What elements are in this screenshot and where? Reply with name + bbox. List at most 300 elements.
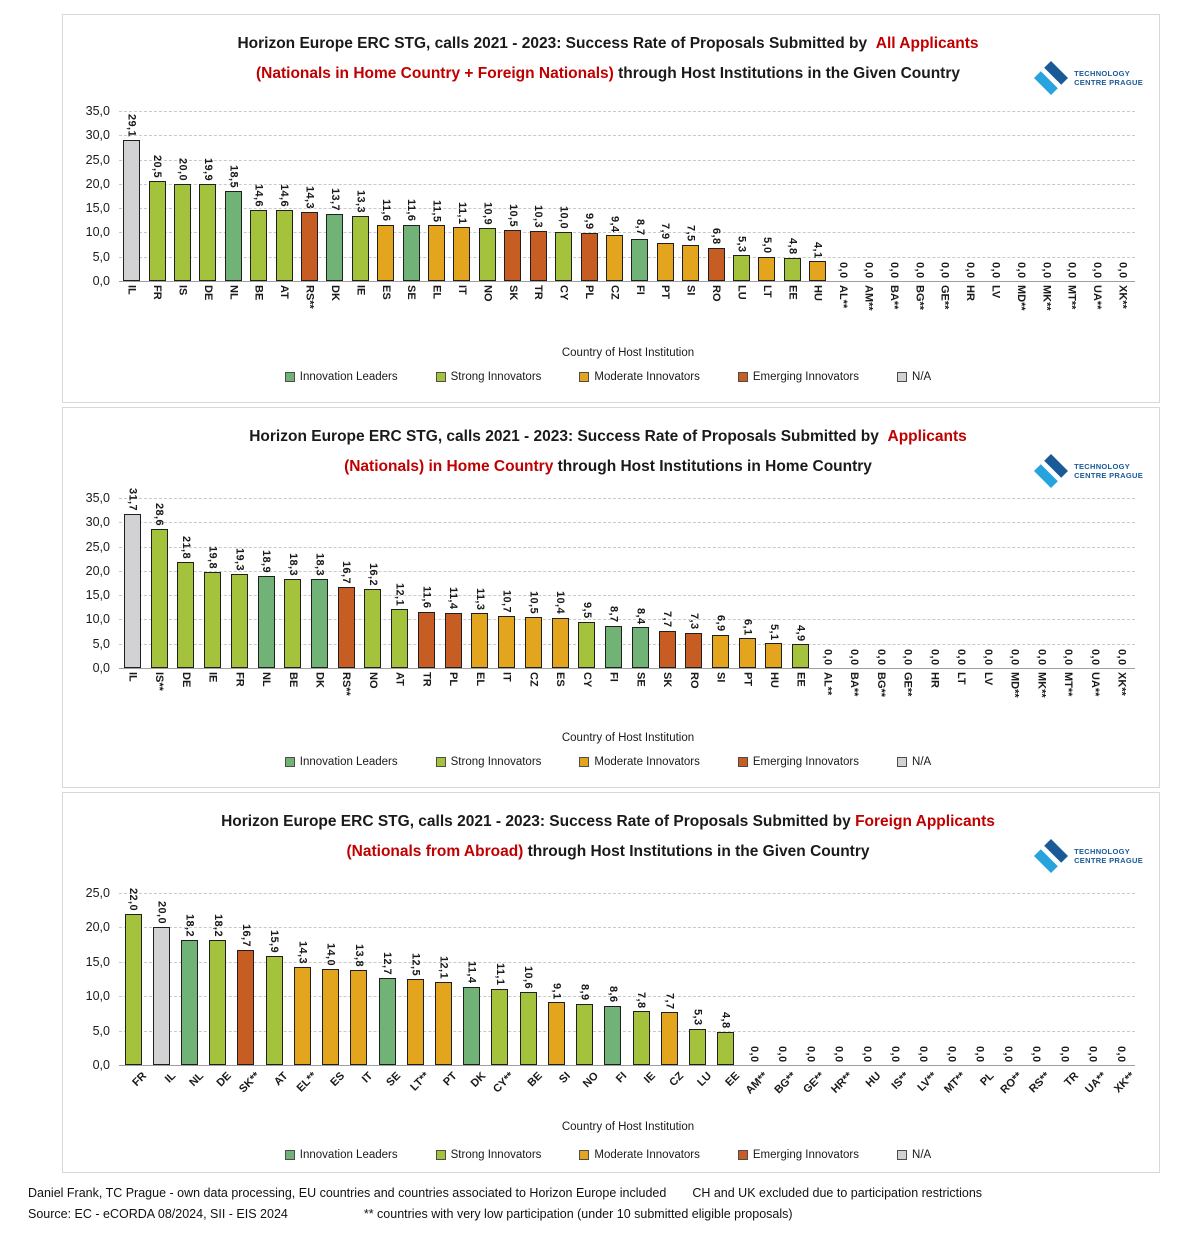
x-tick-label: LV** bbox=[915, 1070, 940, 1094]
legend-item-leader bbox=[285, 756, 398, 768]
x-tick-label: EE bbox=[794, 672, 807, 687]
legend-swatch-na bbox=[897, 1150, 907, 1160]
bar-FI bbox=[605, 626, 622, 668]
legend-label: Innovation Leaders bbox=[299, 371, 398, 383]
bar-NL bbox=[225, 191, 242, 281]
legend-item-na bbox=[897, 371, 931, 383]
bar-value-label: 20,5 bbox=[151, 155, 164, 179]
bar-value-label: 0,0 bbox=[1065, 261, 1078, 278]
bar-FR bbox=[231, 574, 248, 668]
bar-value-label: 12,7 bbox=[381, 951, 394, 975]
bar-value-label: 8,4 bbox=[634, 607, 647, 625]
bar-value-label: 5,1 bbox=[767, 623, 780, 641]
bar-value-label: 11,5 bbox=[430, 199, 443, 223]
x-tick-SE bbox=[627, 668, 654, 728]
x-tick-MK** bbox=[1028, 668, 1055, 728]
bar-CY bbox=[555, 232, 572, 281]
x-tick-PL bbox=[440, 668, 467, 728]
bar-slot-XK** bbox=[1108, 498, 1135, 668]
plot-area bbox=[119, 887, 1135, 1065]
bar-slot-EL bbox=[467, 498, 494, 668]
legend-item-strong bbox=[436, 371, 542, 383]
x-tick-label: FR bbox=[130, 1070, 150, 1089]
bar-slot-HU bbox=[761, 498, 788, 668]
bar-value-label: 18,3 bbox=[286, 553, 299, 577]
bar-value-label: 0,0 bbox=[981, 648, 994, 665]
x-tick-label: DE bbox=[214, 1070, 235, 1090]
x-tick-RO** bbox=[994, 1065, 1025, 1117]
title-line2-black: through Host Institutions in the Given Country bbox=[523, 843, 870, 860]
bar-AT bbox=[266, 956, 283, 1065]
legend-item-moderate bbox=[579, 756, 699, 768]
x-tick-label: SE bbox=[384, 1070, 404, 1089]
bar-value-label: 0,0 bbox=[821, 648, 834, 665]
x-tick-label: MD** bbox=[1014, 285, 1027, 311]
bar-IT bbox=[498, 616, 515, 668]
bar-slot-BG** bbox=[768, 893, 796, 1065]
bar-RS** bbox=[338, 587, 355, 668]
bar-value-label: 10,4 bbox=[554, 591, 567, 615]
bar-slot-DK bbox=[306, 498, 333, 668]
x-tick-label: SK bbox=[506, 285, 519, 301]
x-tick-label: IL bbox=[126, 672, 139, 682]
x-tick-SK** bbox=[232, 1065, 263, 1117]
tc-prague-logo bbox=[1034, 61, 1143, 95]
bar-value-label: 18,2 bbox=[183, 913, 196, 937]
bar-value-label: 5,3 bbox=[735, 235, 748, 253]
x-tick-label: MK** bbox=[1040, 285, 1053, 311]
bar-value-label: 13,7 bbox=[328, 188, 341, 212]
y-tick-label: 15,0 bbox=[85, 954, 110, 969]
legend-label: Strong Innovators bbox=[450, 756, 542, 768]
bar-slot-AT bbox=[260, 893, 288, 1065]
bar-value-label: 0,0 bbox=[964, 261, 977, 278]
bar-LT** bbox=[407, 979, 424, 1065]
x-tick-GE** bbox=[796, 1065, 827, 1117]
bar-value-label: 11,4 bbox=[447, 587, 460, 610]
legend-swatch-strong bbox=[436, 757, 446, 767]
x-tick-label: IE bbox=[354, 285, 367, 296]
bar-slot-IS bbox=[170, 111, 195, 281]
bar-value-label: 20,0 bbox=[155, 901, 168, 925]
bar-slot-NL bbox=[175, 893, 203, 1065]
x-tick-UA** bbox=[1078, 1065, 1110, 1117]
bar-SK** bbox=[237, 950, 254, 1065]
x-tick-XK** bbox=[1108, 668, 1135, 728]
legend-item-moderate bbox=[579, 371, 699, 383]
x-tick-MT** bbox=[937, 1065, 968, 1117]
x-tick-AT bbox=[260, 1065, 291, 1117]
legend-item-leader bbox=[285, 371, 398, 383]
x-tick-label: IS** bbox=[153, 672, 166, 691]
x-tick-label: MD** bbox=[1008, 672, 1021, 698]
bar-slot-RS** bbox=[297, 111, 322, 281]
bar-slot-IT bbox=[345, 893, 373, 1065]
bar-slot-MT** bbox=[1055, 498, 1082, 668]
bar-value-label: 0,0 bbox=[1115, 648, 1128, 665]
x-tick-BA** bbox=[881, 281, 906, 343]
bar-value-label: 0,0 bbox=[1091, 261, 1104, 278]
bar-slot-LU bbox=[683, 893, 711, 1065]
bar-EL bbox=[471, 613, 488, 668]
bar-slot-NO bbox=[571, 893, 599, 1065]
y-tick-label: 0,0 bbox=[92, 661, 110, 675]
y-tick-label: 10,0 bbox=[85, 612, 110, 627]
bar-value-label: 10,5 bbox=[527, 590, 540, 614]
bar-DE bbox=[177, 562, 194, 668]
y-tick-label: 5,0 bbox=[92, 1023, 110, 1038]
tc-prague-logo-icon bbox=[1034, 839, 1068, 873]
bar-slot-PT bbox=[734, 498, 761, 668]
logo-text-line2: CENTRE PRAGUE bbox=[1074, 856, 1143, 865]
x-tick-AT bbox=[271, 281, 296, 343]
bar-value-label: 10,3 bbox=[532, 204, 545, 228]
x-tick-AM** bbox=[740, 1065, 771, 1117]
legend-label: Moderate Innovators bbox=[594, 756, 700, 768]
x-tick-DE bbox=[195, 281, 220, 343]
y-tick-label: 0,0 bbox=[92, 274, 110, 288]
chart-panel-all-applicants bbox=[62, 14, 1160, 403]
title-line1-red: Applicants bbox=[883, 428, 967, 445]
bar-slot-BE bbox=[246, 111, 271, 281]
x-tick-label: TR bbox=[420, 672, 433, 687]
bar-value-label: 7,9 bbox=[659, 223, 672, 240]
bar-value-label: 14,6 bbox=[252, 184, 265, 208]
bar-slot-FI bbox=[627, 111, 652, 281]
bar-slot-MD** bbox=[1008, 111, 1033, 281]
bar-slot-DK bbox=[458, 893, 486, 1065]
x-tick-label: HR bbox=[964, 285, 977, 301]
bar-slot-CY** bbox=[486, 893, 514, 1065]
bar-value-label: 14,6 bbox=[278, 184, 291, 208]
bar-slot-BE bbox=[514, 893, 542, 1065]
legend-label: N/A bbox=[912, 371, 932, 383]
x-tick-EE bbox=[780, 281, 805, 343]
bar-slot-BE bbox=[279, 498, 306, 668]
bar-slot-UA** bbox=[1078, 893, 1106, 1065]
bar-IE bbox=[204, 572, 221, 668]
bar-value-label: 0,0 bbox=[1058, 1045, 1071, 1062]
y-tick-label: 15,0 bbox=[85, 588, 110, 603]
y-axis bbox=[71, 886, 119, 1072]
bar-slot-TR bbox=[1050, 893, 1078, 1065]
bar-value-label: 6,8 bbox=[710, 228, 723, 245]
legend-swatch-leader bbox=[285, 1150, 295, 1160]
bar-slot-SI bbox=[542, 893, 570, 1065]
x-tick-SK bbox=[654, 668, 681, 728]
x-tick-BG** bbox=[868, 668, 895, 728]
x-tick-LV bbox=[975, 668, 1002, 728]
x-tick-label: NL bbox=[260, 672, 273, 687]
x-tick-NL bbox=[175, 1065, 207, 1117]
chart-title-all-applicants bbox=[71, 29, 1145, 89]
bar-slot-LT bbox=[754, 111, 779, 281]
x-tick-XK** bbox=[1110, 281, 1135, 343]
x-tick-label: FR bbox=[151, 285, 164, 300]
footer bbox=[28, 1183, 1185, 1225]
x-tick-label: LU bbox=[735, 285, 748, 300]
x-tick-LV bbox=[983, 281, 1008, 343]
bar-IL bbox=[123, 140, 140, 281]
bar-value-label: 8,9 bbox=[578, 984, 591, 1001]
x-tick-GE** bbox=[932, 281, 957, 343]
bar-BE bbox=[520, 992, 537, 1065]
x-tick-IT bbox=[493, 668, 520, 728]
legend-swatch-leader bbox=[285, 372, 295, 382]
x-tick-ES bbox=[547, 668, 574, 728]
x-tick-label: LT** bbox=[408, 1070, 432, 1094]
x-tick-label: RO bbox=[710, 285, 723, 302]
x-tick-IT bbox=[449, 281, 474, 343]
bar-ES bbox=[552, 618, 569, 669]
bar-slot-ES bbox=[373, 111, 398, 281]
x-tick-SI bbox=[542, 1065, 573, 1117]
bar-value-label: 10,5 bbox=[506, 203, 519, 227]
bar-RO bbox=[685, 633, 702, 668]
bar-BE bbox=[250, 210, 267, 281]
legend-swatch-leader bbox=[285, 757, 295, 767]
bar-value-label: 9,5 bbox=[580, 602, 593, 619]
legend-item-moderate bbox=[579, 1149, 699, 1161]
x-tick-label: AL** bbox=[837, 285, 850, 309]
x-tick-AL** bbox=[830, 281, 855, 343]
bar-slot-MK** bbox=[1034, 111, 1059, 281]
bar-AT bbox=[276, 210, 293, 281]
footer-line2 bbox=[28, 1204, 1185, 1225]
x-tick-label: ES bbox=[554, 672, 567, 687]
x-tick-label: BA** bbox=[887, 285, 900, 310]
x-tick-label: BG** bbox=[913, 285, 926, 311]
x-tick-label: HU bbox=[767, 672, 780, 688]
tc-prague-logo-text bbox=[1074, 462, 1143, 480]
bar-slot-LU bbox=[729, 111, 754, 281]
bar-slot-PL bbox=[966, 893, 994, 1065]
x-tick-label: HR bbox=[928, 672, 941, 688]
x-tick-label: CZ bbox=[666, 1070, 686, 1089]
x-tick-label: CY bbox=[557, 285, 570, 301]
x-tick-label: DE bbox=[179, 672, 192, 688]
legend-label: Innovation Leaders bbox=[299, 756, 398, 768]
bar-slot-LT bbox=[948, 498, 975, 668]
bar-slot-MD** bbox=[1001, 498, 1028, 668]
x-tick-label: TR bbox=[1061, 1070, 1081, 1089]
bar-value-label: 7,3 bbox=[687, 613, 700, 630]
x-tick-label: NL bbox=[227, 285, 240, 300]
x-tick-UA** bbox=[1084, 281, 1109, 343]
x-tick-HR** bbox=[824, 1065, 856, 1117]
x-tick-label: HR** bbox=[829, 1070, 856, 1096]
bar-EE bbox=[717, 1032, 734, 1065]
x-tick-HU bbox=[761, 668, 788, 728]
x-tick-label: CY** bbox=[491, 1070, 517, 1096]
bar-value-label: 0,0 bbox=[989, 261, 1002, 278]
x-tick-label: BE bbox=[286, 672, 299, 688]
x-tick-SI bbox=[707, 668, 734, 728]
x-tick-RS** bbox=[1022, 1065, 1053, 1117]
bar-slot-EL** bbox=[288, 893, 316, 1065]
x-tick-label: RS** bbox=[1027, 1070, 1053, 1096]
x-tick-label: RS** bbox=[340, 672, 353, 696]
y-tick-label: 35,0 bbox=[85, 491, 110, 505]
legend-item-emerging bbox=[738, 756, 859, 768]
bar-value-label: 14,3 bbox=[303, 185, 316, 209]
x-tick-IE bbox=[199, 668, 226, 728]
bar-value-label: 0,0 bbox=[776, 1045, 789, 1062]
bar-IS** bbox=[151, 529, 168, 668]
bar-PL bbox=[581, 233, 598, 281]
chart-title-home-applicants bbox=[71, 422, 1145, 482]
x-tick-NL bbox=[253, 668, 280, 728]
chart-panel-foreign-applicants bbox=[62, 792, 1160, 1173]
bar-slot-IE bbox=[348, 111, 373, 281]
bar-SI bbox=[712, 635, 729, 669]
bar-FR bbox=[125, 914, 142, 1065]
x-axis-labels bbox=[119, 1065, 1138, 1117]
y-axis bbox=[71, 104, 119, 288]
x-tick-label: PT bbox=[441, 1070, 461, 1089]
y-tick-label: 15,0 bbox=[85, 201, 110, 216]
legend-swatch-moderate bbox=[579, 1150, 589, 1160]
tc-prague-logo bbox=[1034, 839, 1143, 873]
x-tick-label: EL bbox=[473, 672, 486, 687]
bar-slot-HR** bbox=[824, 893, 852, 1065]
footer-credit: Daniel Frank, TC Prague - own data processing, EU countries and countries associated to Horizon Europe included bbox=[28, 1186, 667, 1200]
x-tick-TR bbox=[1050, 1065, 1081, 1117]
bar-slot-GE** bbox=[932, 111, 957, 281]
bar-slot-MT** bbox=[1059, 111, 1084, 281]
y-tick-label: 25,0 bbox=[85, 152, 110, 167]
x-tick-label: RO** bbox=[998, 1070, 1025, 1097]
x-tick-label: IT bbox=[455, 285, 468, 295]
x-tick-label: LV bbox=[989, 285, 1002, 299]
x-tick-EE bbox=[712, 1065, 743, 1117]
bar-value-label: 15,9 bbox=[268, 929, 281, 953]
bar-slot-AL** bbox=[830, 111, 855, 281]
x-tick-label: HU bbox=[863, 1070, 884, 1090]
bar-slot-FI bbox=[599, 893, 627, 1065]
x-tick-SE bbox=[398, 281, 423, 343]
legend-item-emerging bbox=[738, 371, 859, 383]
x-tick-label: IS bbox=[176, 285, 189, 296]
bar-value-label: 21,8 bbox=[179, 536, 192, 560]
x-tick-LT bbox=[948, 668, 975, 728]
bar-value-label: 0,0 bbox=[1008, 648, 1021, 665]
x-tick-label: GE** bbox=[938, 285, 951, 310]
bar-slot-SE bbox=[627, 498, 654, 668]
x-tick-label: IL bbox=[125, 285, 138, 295]
legend-item-leader bbox=[285, 1149, 398, 1161]
bar-IT bbox=[350, 970, 367, 1065]
x-tick-label: IT bbox=[359, 1070, 376, 1086]
bar-BE bbox=[284, 579, 301, 668]
x-tick-IL bbox=[119, 668, 146, 728]
bar-value-label: 8,7 bbox=[607, 606, 620, 623]
x-tick-label: AM** bbox=[743, 1070, 771, 1097]
bar-slot-TR bbox=[526, 111, 551, 281]
bar-slot-CZ bbox=[602, 111, 627, 281]
bar-value-label: 9,1 bbox=[550, 982, 563, 1000]
bar-slot-IS** bbox=[146, 498, 173, 668]
bar-slot-NO bbox=[360, 498, 387, 668]
legend-item-emerging bbox=[738, 1149, 859, 1161]
x-tick-label: AM** bbox=[862, 285, 875, 311]
x-tick-label: SK bbox=[661, 672, 674, 688]
x-tick-FR bbox=[226, 668, 253, 728]
bar-slot-AT bbox=[386, 498, 413, 668]
bar-CZ bbox=[606, 235, 623, 281]
x-tick-label: LU bbox=[695, 1070, 714, 1089]
bar-slot-LV bbox=[983, 111, 1008, 281]
bar-TR bbox=[418, 612, 435, 668]
bar-slot-HU bbox=[805, 111, 830, 281]
x-tick-label: AT bbox=[393, 672, 406, 686]
title-line2-black: through Host Institutions in Home Country bbox=[553, 458, 872, 475]
bar-slot-AL** bbox=[814, 498, 841, 668]
bar-value-label: 0,0 bbox=[1088, 648, 1101, 665]
y-axis bbox=[71, 491, 119, 675]
x-tick-GE** bbox=[894, 668, 921, 728]
x-tick-label: PL bbox=[977, 1070, 997, 1089]
x-tick-BE bbox=[246, 281, 271, 343]
bar-PT bbox=[739, 638, 756, 668]
bar-slot-ES bbox=[317, 893, 345, 1065]
bar-slot-HR bbox=[921, 498, 948, 668]
logo-text-line1: TECHNOLOGY bbox=[1074, 847, 1131, 856]
bar-value-label: 12,5 bbox=[409, 952, 422, 976]
bar-slot-BA** bbox=[881, 111, 906, 281]
x-tick-label: BG** bbox=[772, 1070, 799, 1097]
x-axis-labels bbox=[119, 281, 1135, 343]
bar-slot-BG** bbox=[868, 498, 895, 668]
bar-value-label: 11,6 bbox=[379, 199, 392, 222]
legend bbox=[71, 756, 1145, 768]
legend-swatch-na bbox=[897, 757, 907, 767]
x-tick-TR bbox=[526, 281, 551, 343]
footer-source: Source: EC - eCORDA 08/2024, SII - EIS 2024 bbox=[28, 1207, 288, 1221]
bar-slot-EE bbox=[712, 893, 740, 1065]
x-tick-IT bbox=[345, 1065, 376, 1117]
bar-value-label: 0,0 bbox=[1035, 648, 1048, 665]
bar-slot-DK bbox=[322, 111, 347, 281]
bar-value-label: 12,1 bbox=[393, 583, 406, 607]
x-tick-label: GE** bbox=[801, 1070, 827, 1096]
x-tick-MT** bbox=[1059, 281, 1084, 343]
x-tick-EL** bbox=[288, 1065, 319, 1117]
bar-value-label: 0,0 bbox=[1116, 261, 1129, 278]
x-tick-label: PL bbox=[583, 285, 596, 300]
x-tick-label: LT bbox=[955, 672, 968, 685]
bar-PL bbox=[445, 613, 462, 668]
bar-slot-PL bbox=[576, 111, 601, 281]
bar-EE bbox=[784, 258, 801, 281]
x-tick-label: NL bbox=[187, 1070, 207, 1089]
bar-FR bbox=[149, 181, 166, 281]
footer-line1 bbox=[28, 1183, 1185, 1204]
bar-value-label: 28,6 bbox=[153, 503, 166, 527]
bar-slot-IL bbox=[147, 893, 175, 1065]
x-tick-PT bbox=[734, 668, 761, 728]
x-tick-label: CZ bbox=[527, 672, 540, 687]
bar-value-label: 0,0 bbox=[889, 1045, 902, 1062]
title-line2-black: through Host Institutions in the Given Country bbox=[613, 65, 960, 82]
x-tick-LT** bbox=[401, 1065, 432, 1117]
x-tick-BE bbox=[279, 668, 306, 728]
x-tick-label: PT bbox=[659, 285, 672, 300]
title-line1-black: Horizon Europe ERC STG, calls 2021 - 2023: Success Rate of Proposals Submitted by bbox=[249, 428, 884, 445]
bar-slot-DE bbox=[195, 111, 220, 281]
x-tick-TR bbox=[413, 668, 440, 728]
bar-CY bbox=[578, 622, 595, 668]
